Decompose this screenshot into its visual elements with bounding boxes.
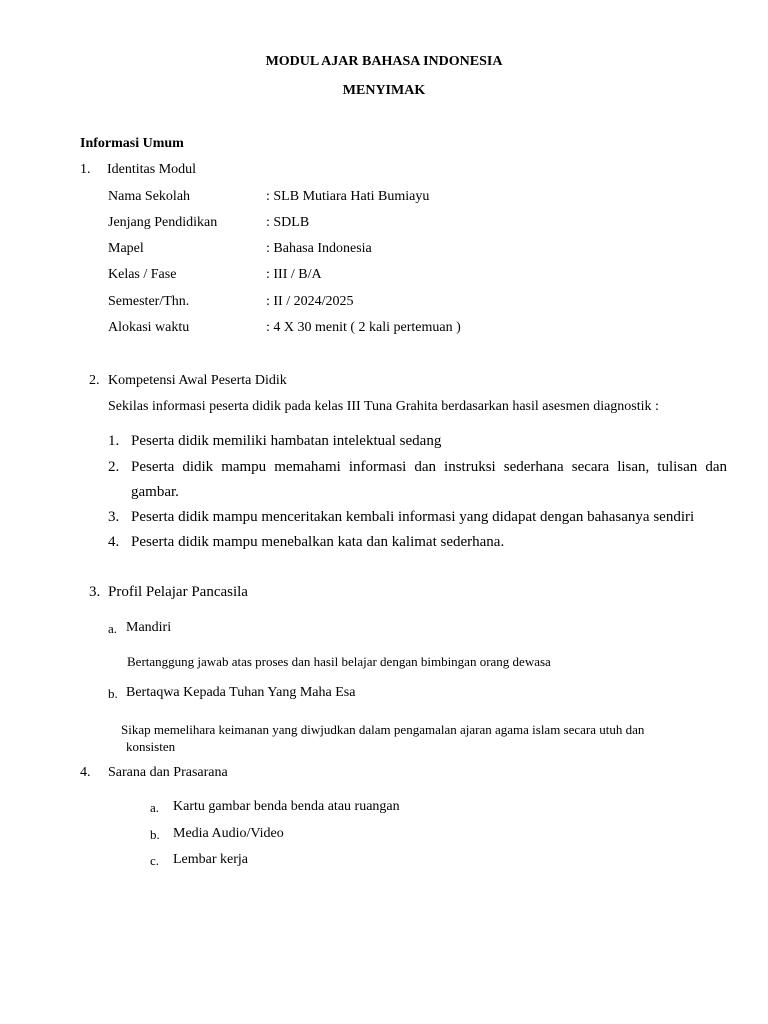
sub-item-description: Sikap memelihara keimanan yang diwjudkan dalam pengamalan ajaran agama islam secara utuh dan bbox=[121, 722, 645, 737]
sub-item-marker: b. bbox=[150, 827, 160, 842]
section-heading: Informasi Umum bbox=[80, 136, 184, 151]
list-item-continuation: gambar. bbox=[131, 484, 179, 500]
section-label: Kompetensi Awal Peserta Didik bbox=[108, 373, 287, 388]
section-label: Profil Pelajar Pancasila bbox=[108, 584, 248, 600]
section-intro: Sekilas informasi peserta didik pada kelas III Tuna Grahita berdasarkan hasil asesmen diagnostik : bbox=[108, 399, 659, 414]
field-value: : II / 2024/2025 bbox=[266, 294, 354, 309]
sub-item-label: Mandiri bbox=[126, 620, 172, 635]
field-label: Jenjang Pendidikan bbox=[108, 215, 218, 230]
sub-item-marker: c. bbox=[150, 853, 160, 868]
section-number: 3. bbox=[89, 584, 101, 600]
list-item bbox=[131, 459, 727, 476]
section-number: 2. bbox=[89, 373, 100, 388]
list-item: Peserta didik memiliki hambatan intelektual sedang bbox=[131, 433, 442, 449]
field-value: : Bahasa Indonesia bbox=[266, 241, 372, 256]
sub-item-marker: b. bbox=[108, 686, 118, 701]
field-label: Kelas / Fase bbox=[108, 267, 177, 282]
document-title: MODUL AJAR BAHASA INDONESIA bbox=[265, 54, 503, 69]
section-number: 4. bbox=[80, 765, 91, 780]
field-label: Alokasi waktu bbox=[108, 320, 190, 335]
list-item: Peserta didik mampu menceritakan kembali informasi yang didapat dengan bahasanya sendiri bbox=[131, 509, 695, 525]
section-label: Identitas Modul bbox=[107, 162, 197, 177]
field-value: : SLB Mutiara Hati Bumiayu bbox=[266, 189, 430, 204]
sub-item-description-continuation: konsisten bbox=[126, 739, 176, 754]
list-item-number: 4. bbox=[108, 534, 120, 550]
sub-item-marker: a. bbox=[108, 621, 118, 636]
field-label: Semester/Thn. bbox=[108, 294, 190, 309]
field-value: : III / B/A bbox=[266, 267, 322, 282]
section-label: Sarana dan Prasarana bbox=[108, 765, 228, 780]
sub-item-label: Bertaqwa Kepada Tuhan Yang Maha Esa bbox=[126, 685, 356, 700]
sub-item-label: Kartu gambar benda benda atau ruangan bbox=[173, 799, 400, 814]
sub-item-description: Bertanggung jawab atas proses dan hasil belajar dengan bimbingan orang dewasa bbox=[127, 654, 551, 669]
list-item-number: 3. bbox=[108, 509, 120, 525]
field-value: : SDLB bbox=[266, 215, 310, 230]
list-item-number: 2. bbox=[108, 459, 120, 475]
field-value: : 4 X 30 menit ( 2 kali pertemuan ) bbox=[266, 320, 461, 335]
field-label: Nama Sekolah bbox=[108, 189, 191, 204]
document-subtitle: MENYIMAK bbox=[342, 83, 426, 98]
field-label: Mapel bbox=[108, 241, 144, 256]
list-item-text: Peserta didik mampu memahami informasi dan instruksi sederhana secara lisan, tulisan dan bbox=[131, 459, 727, 475]
sub-item-marker: a. bbox=[150, 800, 160, 815]
section-number: 1. bbox=[80, 162, 91, 177]
list-item-number: 1. bbox=[108, 433, 120, 449]
sub-item-label: Lembar kerja bbox=[173, 852, 249, 867]
list-item: Peserta didik mampu menebalkan kata dan kalimat sederhana. bbox=[131, 534, 505, 550]
sub-item-label: Media Audio/Video bbox=[173, 826, 284, 841]
